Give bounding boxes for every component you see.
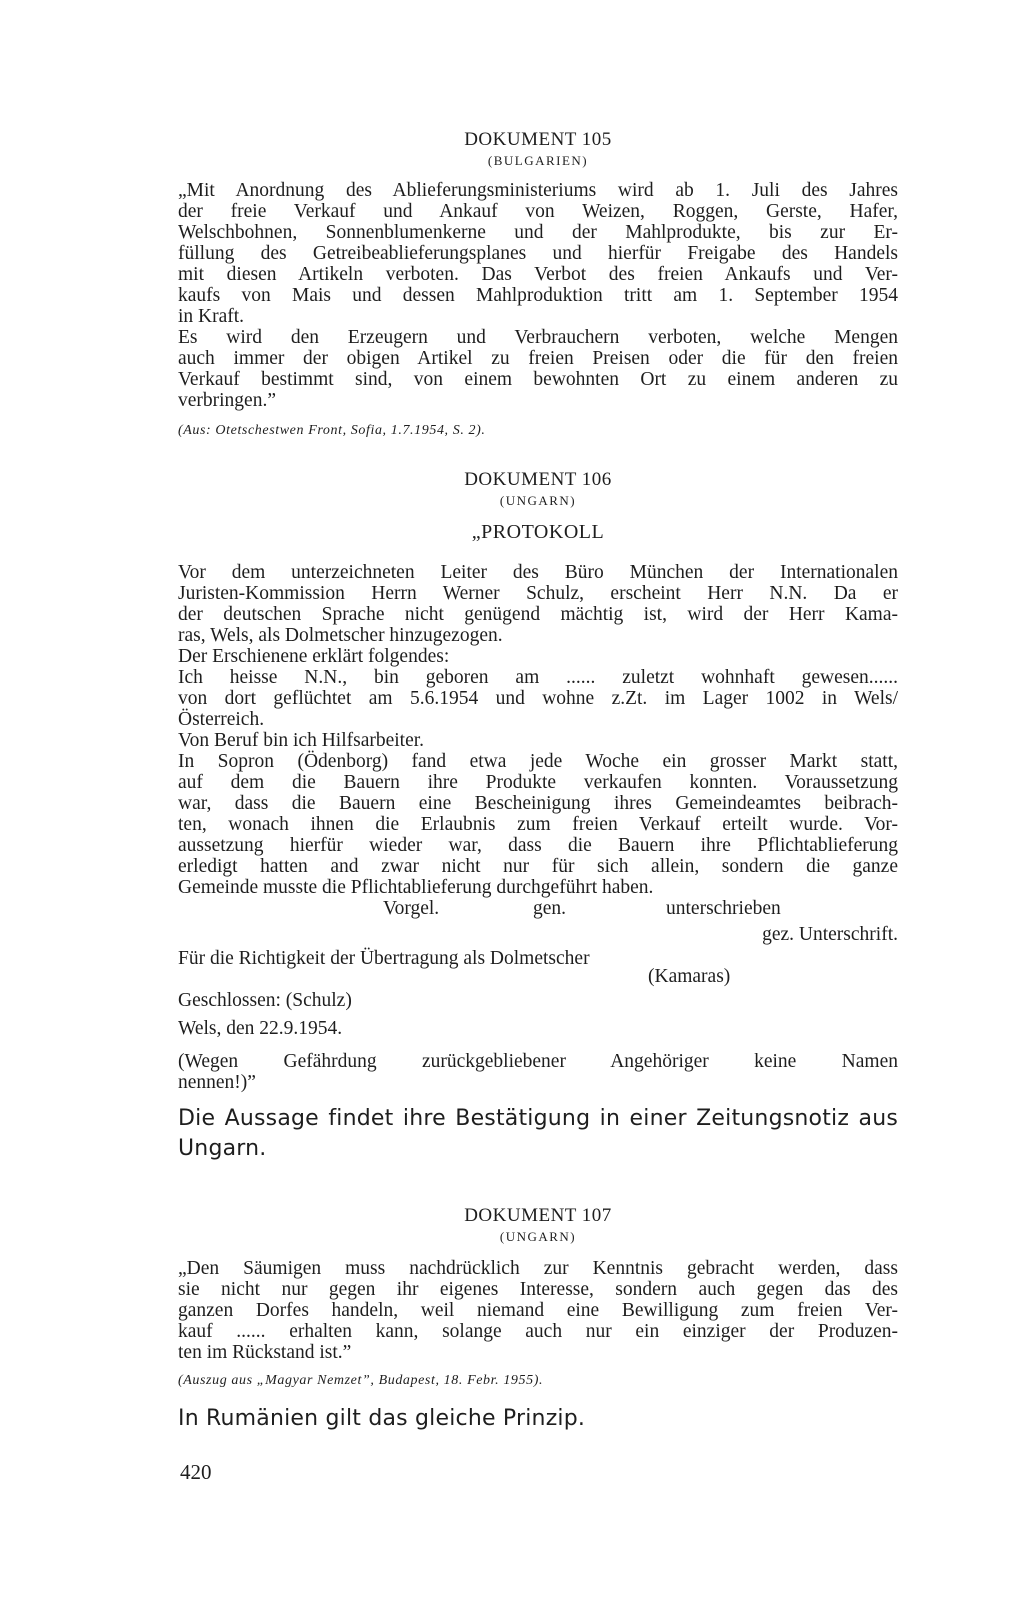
text-line: ten, wonach ihnen die Erlaubnis zum freien Verkauf erteilt wurde. Vor- <box>178 814 898 835</box>
doc-105-text <box>178 180 898 439</box>
statement-line: In Rumänien gilt das gleiche Prinzip. <box>178 1406 586 1431</box>
text-line: aussetzung hierfür wieder war, dass die Bauern ihre Pflichtablieferung <box>178 835 898 856</box>
text-line: In Sopron (Ödenborg) fand etwa jede Woche ein grosser Markt statt, <box>178 751 898 772</box>
statement-confirmation <box>178 1104 898 1164</box>
doc-106-note <box>178 1051 898 1093</box>
text-line: Ungarn. <box>178 1136 267 1161</box>
text-line: (Wegen Gefährdung zurückgebliebener Angehöriger keine Namen <box>178 1051 898 1072</box>
text-line: von dort geflüchtet am 5.6.1954 und wohne z.Zt. im Lager 1002 in Wels/ <box>178 688 898 709</box>
statement-romania <box>178 1404 898 1434</box>
text-line: kaufs von Mais und dessen Mahlproduktion tritt am 1. September 1954 <box>178 285 898 306</box>
document-105 <box>178 128 898 170</box>
text-line: war, dass die Bauern eine Bescheinigung ihres Gemeindeamtes beibrach- <box>178 793 898 814</box>
doc-105-country: (BULGARIEN) <box>487 153 589 168</box>
unterschrieben-label: unterschrieben <box>666 898 781 919</box>
text-line: kauf ...... erhalten kann, solange auch nur ein einziger der Produzen- <box>178 1321 898 1342</box>
vorgelesen-label: Vorgel. <box>383 898 440 919</box>
doc-106-protocol-title: „PROTOKOLL <box>471 521 605 543</box>
page-number: 420 <box>180 1460 212 1484</box>
text-line: auf dem die Bauern ihre Produkte verkaufen konnten. Voraussetzung <box>178 772 898 793</box>
doc-106-paragraph-1 <box>178 562 898 898</box>
doc-106-text <box>178 562 898 898</box>
text-line: nennen!)” <box>178 1072 256 1093</box>
text-line: ras, Wels, als Dolmetscher hinzugezogen. <box>178 625 503 646</box>
doc-106-signature-block <box>178 898 898 1028</box>
doc-105-paragraph-1 <box>178 180 898 327</box>
text-line: füllung des Getreibeablieferungsplanes und hierfür Freigabe des Handels <box>178 243 898 264</box>
translation-certification: Für die Richtigkeit der Übertragung als Dolmetscher <box>178 948 590 969</box>
interpreter-name: (Kamaras) <box>648 966 731 987</box>
text-line: Verkauf bestimmt sind, von einem bewohnten Ort zu einem anderen zu <box>178 369 898 390</box>
text-line: Welschbohnen, Sonnenblumenkerne und der Mahlprodukte, bis zur Er- <box>178 222 898 243</box>
text-line: Österreich. <box>178 709 265 730</box>
text-line: Ich heisse N.N., bin geboren am ...... zuletzt wohnhaft gewesen...... <box>178 667 898 688</box>
text-line: ten im Rückstand ist.” <box>178 1342 352 1363</box>
document-107 <box>178 1204 898 1246</box>
doc-107-country: (UNGARN) <box>499 1229 577 1244</box>
text-line: mit diesen Artikeln verboten. Das Verbot des freien Ankaufs und Ver- <box>178 264 898 285</box>
doc-107-text <box>178 1258 898 1389</box>
text-line: erledigt hatten and zwar nicht nur für sich allein, sondern die ganze <box>178 856 898 877</box>
text-line: verbringen.” <box>178 390 276 411</box>
doc-105-heading: DOKUMENT 105 <box>464 129 612 150</box>
text-line: Der Erschienene erklärt folgendes: <box>178 646 450 667</box>
text-line: Die Aussage findet ihre Bestätigung in einer Zeitungsnotiz aus <box>178 1106 898 1131</box>
text-line: sie nicht nur gegen ihr eigenes Interesse, sondern auch gegen das des <box>178 1279 898 1300</box>
place-date: Wels, den 22.9.1954. <box>178 1018 343 1039</box>
document-106 <box>178 468 898 544</box>
text-line: in Kraft. <box>178 306 245 327</box>
text-line: der deutschen Sprache nicht genügend mächtig ist, wird der Herr Kama- <box>178 604 898 625</box>
doc-106-closing <box>178 1018 898 1093</box>
statement-line <box>178 1104 898 1134</box>
statement-line <box>178 1134 898 1164</box>
doc-107-heading: DOKUMENT 107 <box>464 1205 612 1226</box>
text-line: „Den Säumigen muss nachdrücklich zur Kenntnis gebracht werden, dass <box>178 1258 898 1279</box>
doc-107-source: (Auszug aus „Magyar Nemzet”, Budapest, 18. Febr. 1955). <box>178 1373 544 1388</box>
text-line: auch immer der obigen Artikel zu freien Preisen oder die für den freien <box>178 348 898 369</box>
doc-106-heading: DOKUMENT 106 <box>464 469 612 490</box>
doc-105-source: (Aus: Otetschestwen Front, Sofia, 1.7.1954, S. 2). <box>178 423 486 438</box>
signature-line: gez. Unterschrift. <box>762 924 898 945</box>
doc-107-paragraph <box>178 1258 898 1363</box>
text-line: der freie Verkauf und Ankauf von Weizen, Roggen, Gerste, Hafer, <box>178 201 898 222</box>
text-line: „Mit Anordnung des Ablieferungsministeriums wird ab 1. Juli des Jahres <box>178 180 898 201</box>
text-line: Von Beruf bin ich Hilfsarbeiter. <box>178 730 425 751</box>
closing-line: Geschlossen: (Schulz) <box>178 990 352 1011</box>
doc-105-paragraph-2 <box>178 327 898 411</box>
text-line: Gemeinde musste die Pflichtablieferung durchgeführt haben. <box>178 877 654 898</box>
doc-106-country: (UNGARN) <box>499 493 577 508</box>
text-line: Es wird den Erzeugern und Verbrauchern verboten, welche Mengen <box>178 327 898 348</box>
genehmigt-label: gen. <box>533 898 567 919</box>
text-line: Vor dem unterzeichneten Leiter des Büro München der Internationalen <box>178 562 898 583</box>
text-line: ganzen Dorfes handeln, weil niemand eine Bewilligung zum freien Ver- <box>178 1300 898 1321</box>
text-line: Juristen-Kommission Herrn Werner Schulz, erscheint Herr N.N. Da er <box>178 583 898 604</box>
